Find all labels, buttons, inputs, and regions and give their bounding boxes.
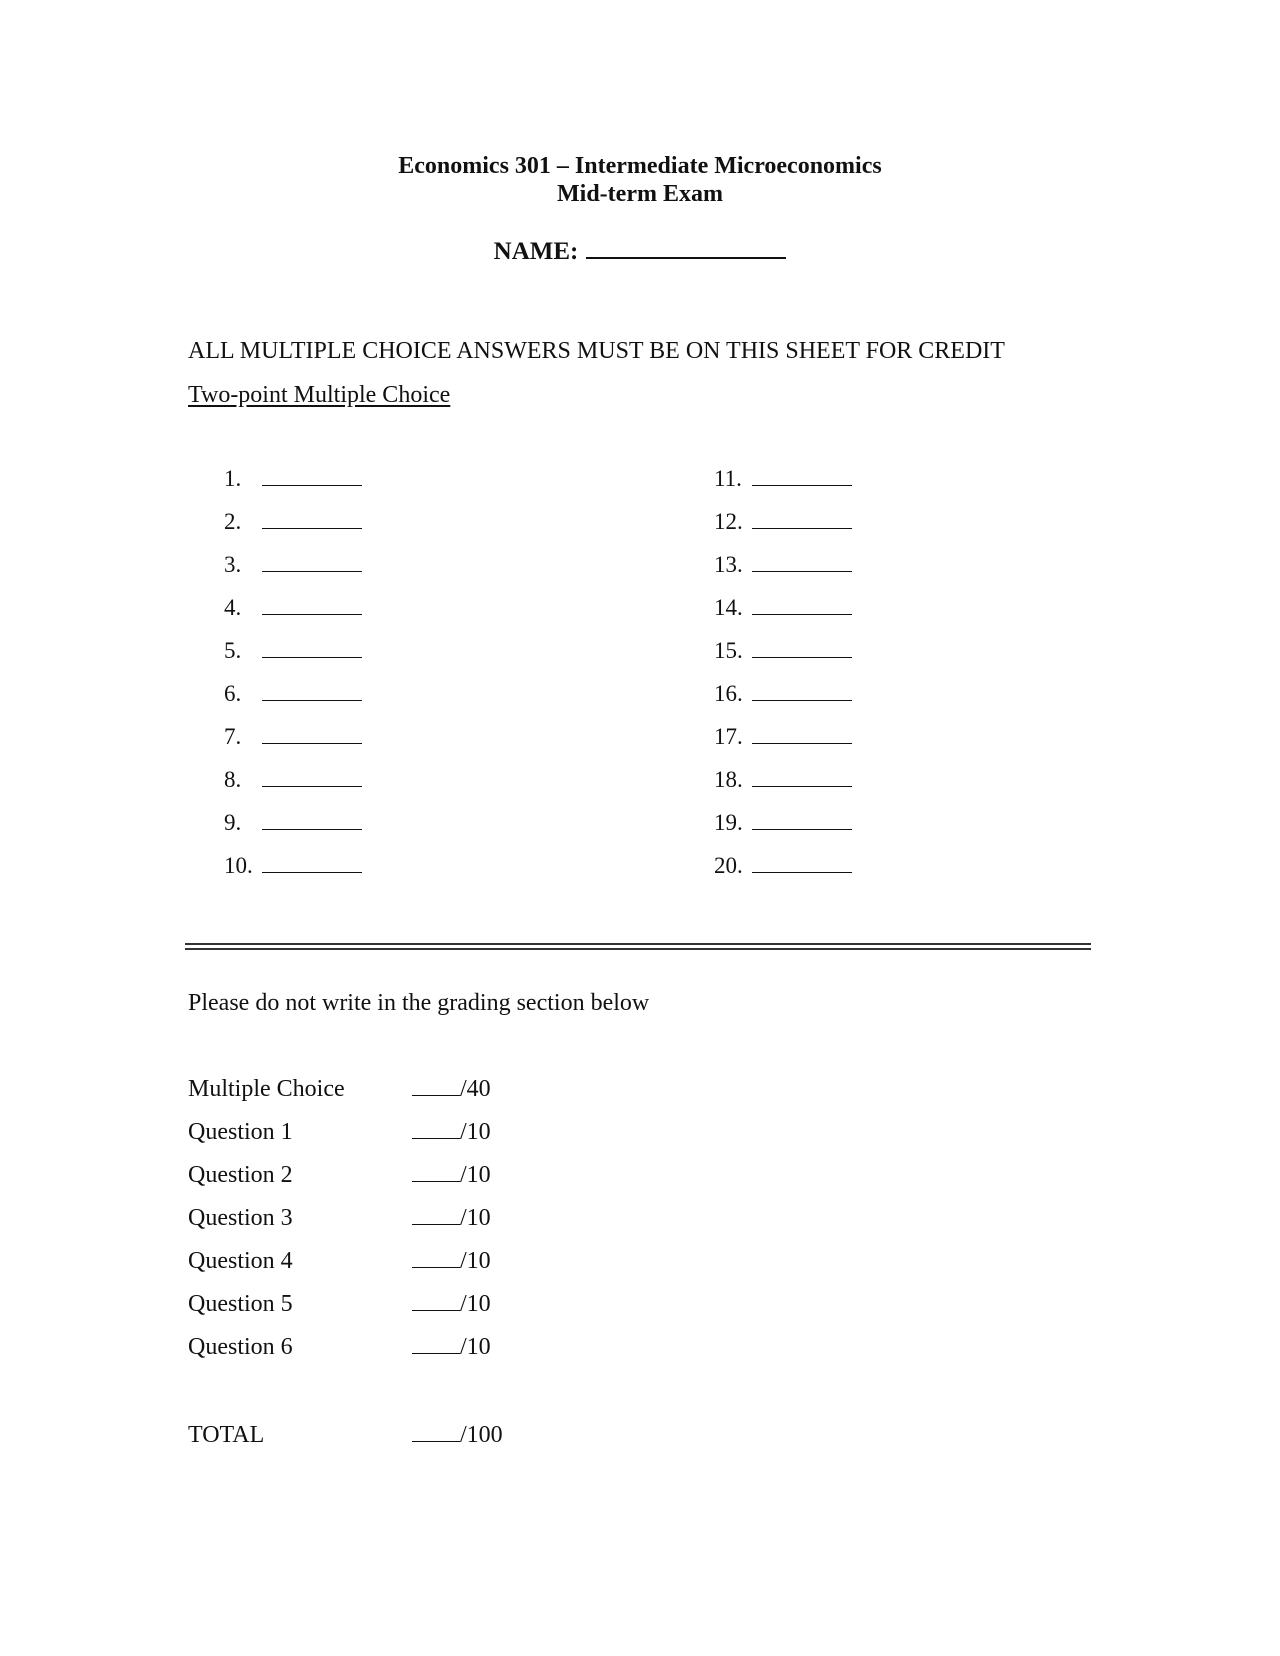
answer-number: 8. — [224, 767, 242, 792]
grade-label: Question 3 — [188, 1205, 293, 1231]
grade-label: Question 1 — [188, 1119, 293, 1145]
grade-max: /10 — [460, 1334, 491, 1360]
grading-note: Please do not write in the grading section below — [188, 990, 650, 1016]
answer-number: 1. — [224, 466, 242, 491]
answer-row — [714, 638, 852, 681]
grade-blank — [412, 1292, 460, 1311]
answers-column-right — [714, 466, 852, 896]
answer-row — [714, 552, 852, 595]
answer-number: 10. — [224, 853, 253, 878]
answer-row — [224, 595, 362, 638]
answer-row — [714, 724, 852, 767]
grade-label: Question 4 — [188, 1248, 293, 1274]
double-rule-divider — [185, 943, 1091, 950]
answer-number: 15. — [714, 638, 743, 663]
answer-number: 2. — [224, 509, 242, 534]
answer-blank[interactable] — [262, 768, 362, 787]
answer-number: 20. — [714, 853, 743, 878]
answer-blank[interactable] — [262, 596, 362, 615]
grade-label: Question 2 — [188, 1162, 293, 1188]
answer-blank[interactable] — [752, 854, 852, 873]
answer-row — [714, 810, 852, 853]
grade-row — [188, 1205, 491, 1248]
answer-blank[interactable] — [262, 811, 362, 830]
answer-blank[interactable] — [262, 725, 362, 744]
answer-blank[interactable] — [752, 596, 852, 615]
answer-row — [224, 638, 362, 681]
grade-blank — [412, 1163, 460, 1182]
grade-row — [188, 1334, 491, 1377]
answer-row — [714, 509, 852, 552]
name-label: NAME: — [493, 238, 579, 265]
grade-label: Question 5 — [188, 1291, 293, 1317]
answer-number: 4. — [224, 595, 242, 620]
grade-max: /10 — [460, 1119, 491, 1145]
answers-column-left — [224, 466, 362, 896]
total-max: /100 — [460, 1422, 503, 1448]
answer-number: 5. — [224, 638, 242, 663]
answer-row — [224, 466, 362, 509]
section-heading: Two-point Multiple Choice — [188, 382, 451, 408]
grade-row — [188, 1162, 491, 1205]
answer-blank[interactable] — [262, 682, 362, 701]
grade-blank — [412, 1120, 460, 1139]
grade-blank — [412, 1206, 460, 1225]
answer-blank[interactable] — [752, 768, 852, 787]
name-field[interactable] — [0, 237, 1280, 266]
answer-number: 7. — [224, 724, 242, 749]
grade-max: /10 — [460, 1205, 491, 1231]
answer-row — [224, 552, 362, 595]
grade-label: Multiple Choice — [188, 1076, 345, 1102]
grade-max: /10 — [460, 1248, 491, 1274]
answer-row — [714, 595, 852, 638]
grade-row — [188, 1291, 491, 1334]
answer-number: 3. — [224, 552, 242, 577]
grade-max: /10 — [460, 1291, 491, 1317]
answer-blank[interactable] — [752, 510, 852, 529]
exam-title: Mid-term Exam — [557, 181, 723, 207]
answer-row — [714, 466, 852, 509]
grade-row — [188, 1248, 491, 1291]
grade-max: /40 — [460, 1076, 491, 1102]
total-label: TOTAL — [188, 1422, 265, 1448]
total-row — [188, 1422, 503, 1449]
grade-row — [188, 1076, 491, 1119]
answer-number: 14. — [714, 595, 743, 620]
grade-blank — [412, 1077, 460, 1096]
answer-number: 9. — [224, 810, 242, 835]
answer-number: 17. — [714, 724, 743, 749]
answer-blank[interactable] — [262, 854, 362, 873]
grade-max: /10 — [460, 1162, 491, 1188]
answer-blank[interactable] — [752, 725, 852, 744]
answer-blank[interactable] — [752, 639, 852, 658]
answer-number: 11. — [714, 466, 742, 491]
answer-row — [224, 767, 362, 810]
grading-table — [188, 1076, 491, 1377]
answer-blank[interactable] — [262, 510, 362, 529]
answer-number: 16. — [714, 681, 743, 706]
answer-blank[interactable] — [752, 553, 852, 572]
answer-row — [224, 810, 362, 853]
answer-row — [714, 681, 852, 724]
name-blank[interactable] — [586, 237, 786, 259]
answer-blank[interactable] — [752, 682, 852, 701]
answer-blank[interactable] — [752, 811, 852, 830]
answer-blank[interactable] — [752, 467, 852, 486]
answer-blank[interactable] — [262, 553, 362, 572]
grade-label: Question 6 — [188, 1334, 293, 1360]
answer-row — [224, 724, 362, 767]
course-title: Economics 301 – Intermediate Microeconomics — [398, 153, 882, 179]
answer-row — [224, 853, 362, 896]
answer-number: 18. — [714, 767, 743, 792]
instruction-text: ALL MULTIPLE CHOICE ANSWERS MUST BE ON THIS SHEET FOR CREDIT — [188, 338, 1005, 364]
grade-row — [188, 1119, 491, 1162]
answer-number: 13. — [714, 552, 743, 577]
answer-number: 19. — [714, 810, 743, 835]
answer-row — [714, 767, 852, 810]
answer-row — [224, 681, 362, 724]
answer-blank[interactable] — [262, 467, 362, 486]
grade-blank — [412, 1249, 460, 1268]
answer-row — [224, 509, 362, 552]
answer-row — [714, 853, 852, 896]
answer-number: 12. — [714, 509, 743, 534]
total-blank — [412, 1423, 460, 1442]
answer-blank[interactable] — [262, 639, 362, 658]
grade-blank — [412, 1335, 460, 1354]
answer-number: 6. — [224, 681, 242, 706]
